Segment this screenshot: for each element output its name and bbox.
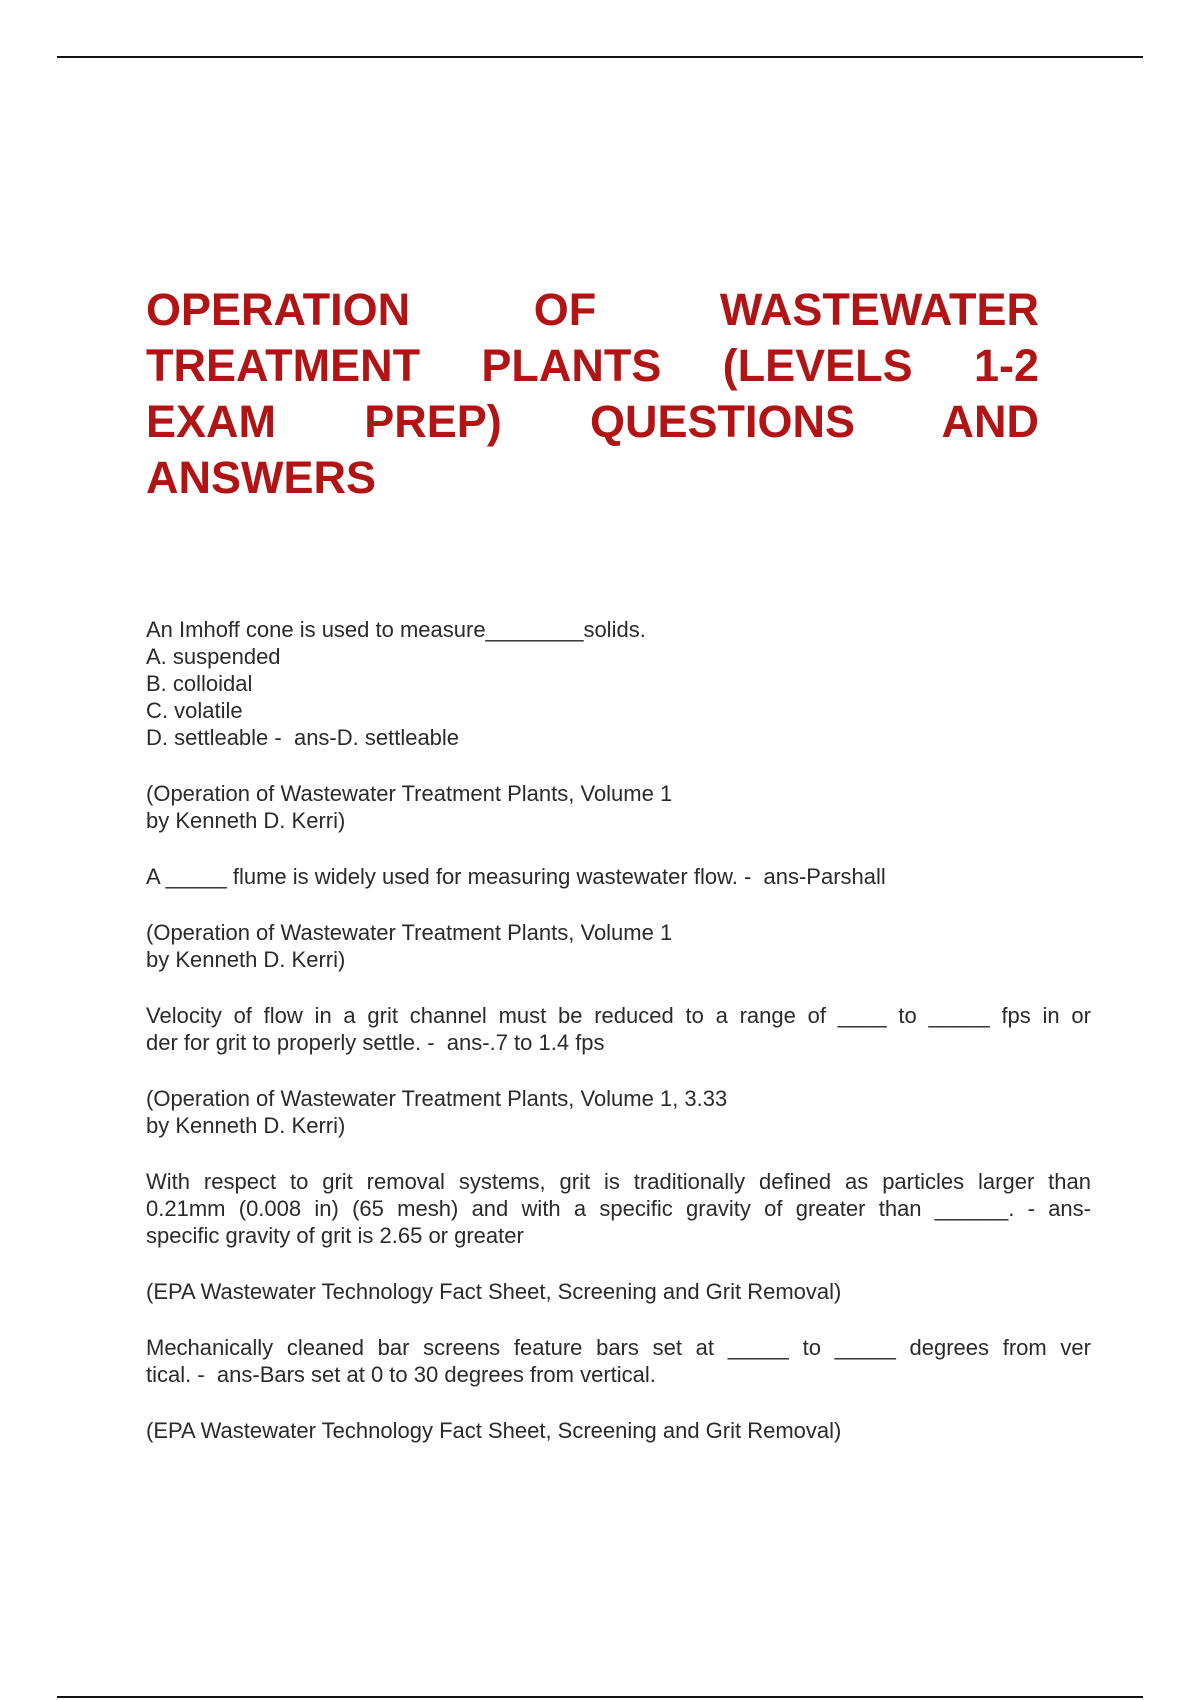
title-line: ANSWERS <box>146 452 377 503</box>
question-text: tical. - ans-Bars set at 0 to 30 degrees from vertical. <box>146 1362 656 1387</box>
question-text: der for grit to properly settle. - ans-.7 to 1.4 fps <box>146 1030 605 1055</box>
reference-text: by Kenneth D. Kerri) <box>146 1113 346 1138</box>
reference-block <box>146 1417 1091 1444</box>
reference-block <box>146 1085 1091 1139</box>
reference-block <box>146 780 1091 834</box>
question-text: An Imhoff cone is used to measure________solids. <box>146 617 646 642</box>
footer-rule <box>57 1696 1143 1698</box>
reference-text: (EPA Wastewater Technology Fact Sheet, Screening and Grit Removal) <box>146 1418 842 1443</box>
reference-block <box>146 1278 1091 1305</box>
qa-content <box>146 616 1091 1473</box>
answer-option: A. suspended <box>146 644 281 669</box>
reference-text: by Kenneth D. Kerri) <box>146 808 346 833</box>
question-text: A _____ flume is widely used for measuring wastewater flow. - ans-Parshall <box>146 864 886 889</box>
title-line: OPERATION OF WASTEWATER <box>146 284 1039 335</box>
reference-block <box>146 919 1091 973</box>
reference-text: (Operation of Wastewater Treatment Plants, Volume 1, 3.33 <box>146 1086 728 1111</box>
question-text: 0.21mm (0.008 in) (65 mesh) and with a specific gravity of greater than ______. - ans- <box>146 1196 1091 1221</box>
question-text: Mechanically cleaned bar screens feature bars set at _____ to _____ degrees from ver <box>146 1335 1091 1360</box>
answer-option: C. volatile <box>146 698 243 723</box>
answer-option: B. colloidal <box>146 671 253 696</box>
question-block <box>146 616 1091 751</box>
question-text: Velocity of flow in a grit channel must be reduced to a range of ____ to _____ fps in or <box>146 1003 1091 1028</box>
question-block <box>146 1002 1091 1056</box>
header-rule <box>57 56 1143 58</box>
reference-text: (Operation of Wastewater Treatment Plants, Volume 1 <box>146 781 673 806</box>
question-text: With respect to grit removal systems, grit is traditionally defined as particles larger than <box>146 1169 1091 1194</box>
reference-text: by Kenneth D. Kerri) <box>146 947 346 972</box>
answer-option: D. settleable - ans-D. settleable <box>146 725 460 750</box>
question-text: specific gravity of grit is 2.65 or greater <box>146 1223 524 1248</box>
question-block <box>146 863 1091 890</box>
title-line: EXAM PREP) QUESTIONS AND <box>146 396 1039 447</box>
question-block <box>146 1168 1091 1249</box>
reference-text: (Operation of Wastewater Treatment Plants, Volume 1 <box>146 920 673 945</box>
question-block <box>146 1334 1091 1388</box>
title-line: TREATMENT PLANTS (LEVELS 1-2 <box>146 340 1039 391</box>
document-title <box>146 282 1039 506</box>
reference-text: (EPA Wastewater Technology Fact Sheet, Screening and Grit Removal) <box>146 1279 842 1304</box>
